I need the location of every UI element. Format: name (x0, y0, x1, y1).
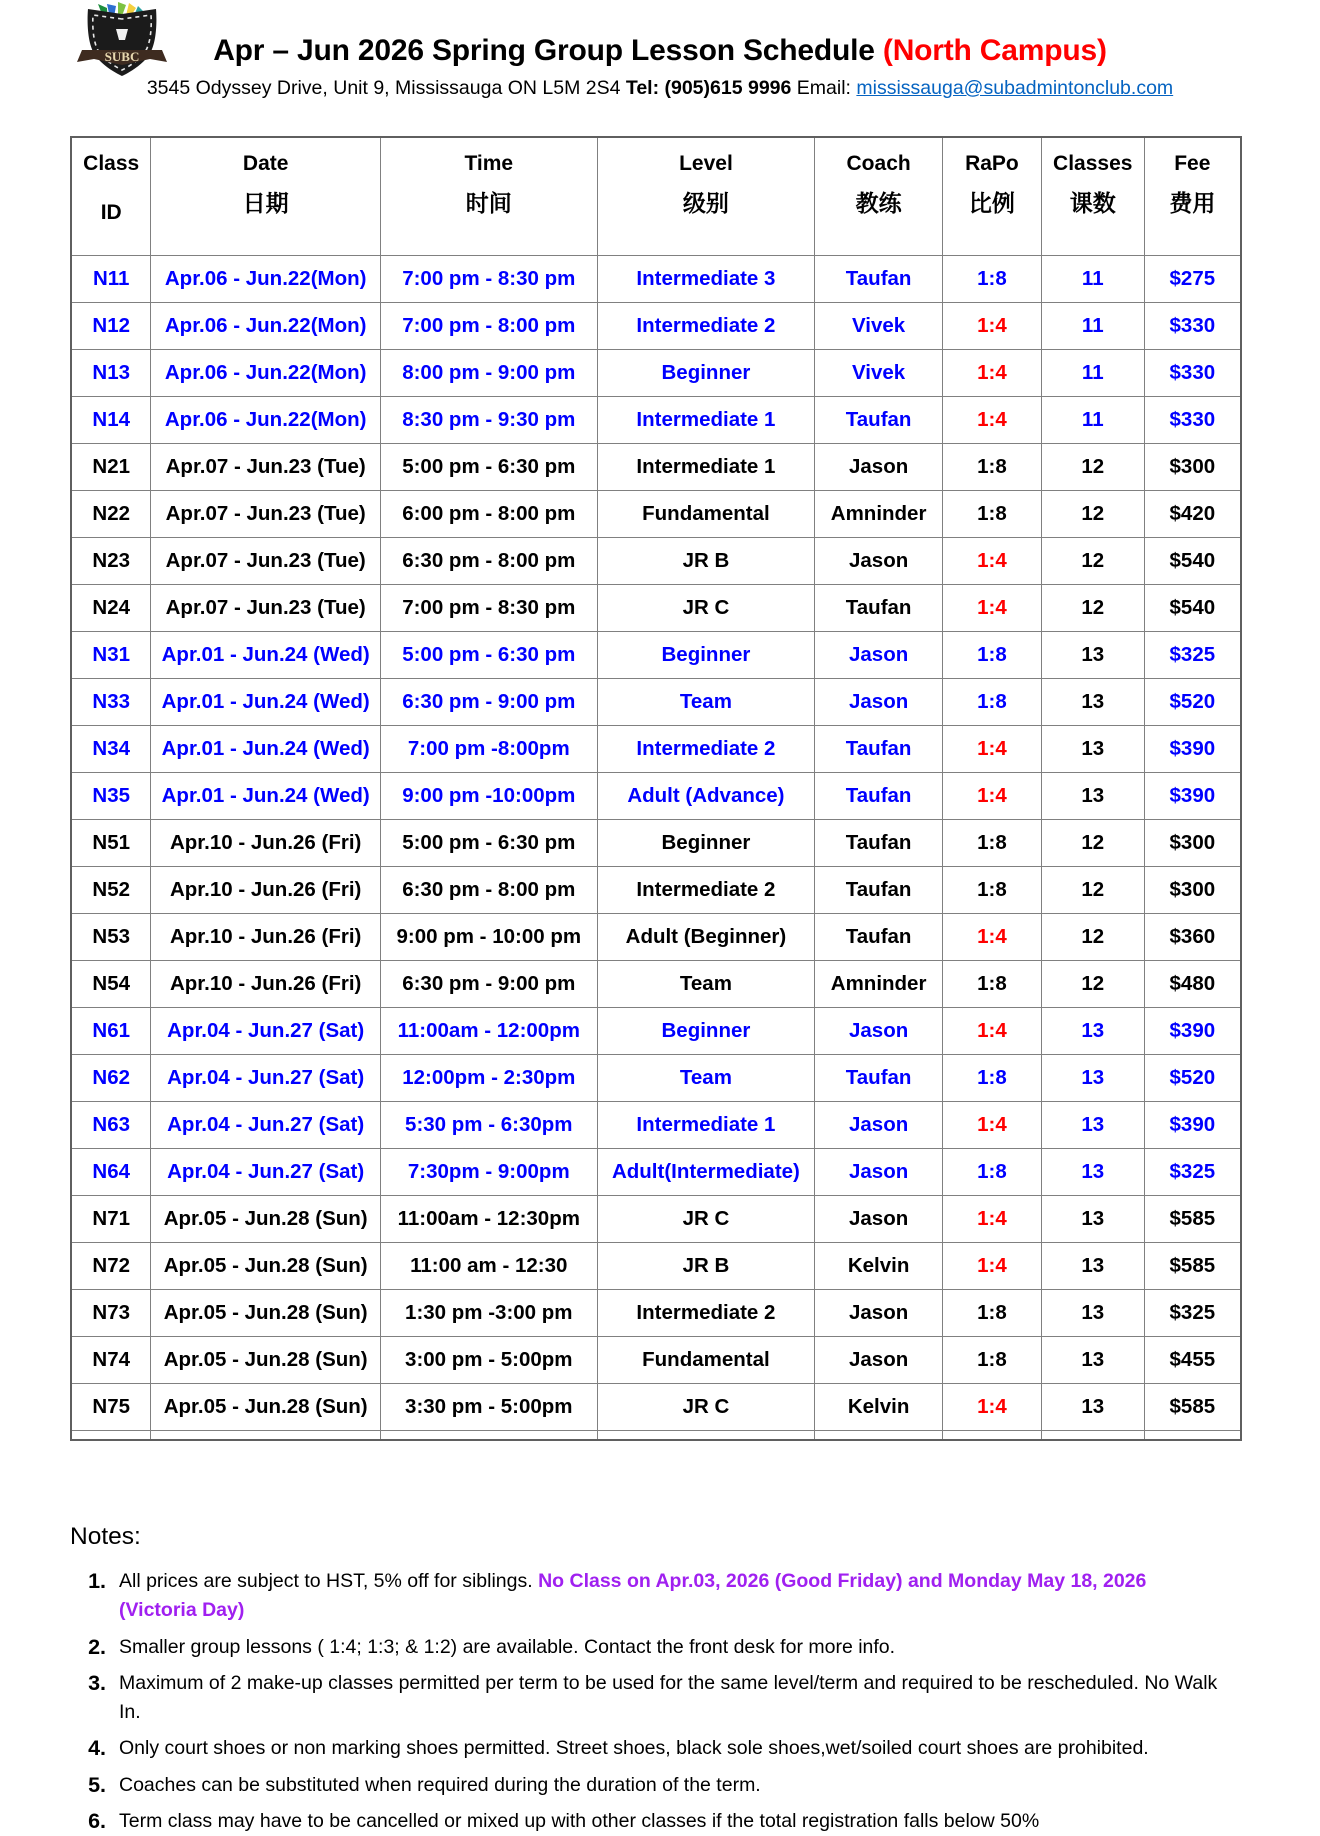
cell-level: Team (597, 961, 815, 1008)
note-item (70, 1633, 1260, 1662)
note-text: Coaches can be substituted when required during the duration of the term. (119, 1773, 761, 1796)
cell-rapo: 1:8 (942, 820, 1041, 867)
cell-time: 6:30 pm - 9:00 pm (380, 961, 597, 1008)
cell-time: 5:00 pm - 6:30 pm (380, 820, 597, 867)
schedule-table (70, 136, 1242, 1441)
cell-time: 5:00 pm - 6:30 pm (380, 444, 597, 491)
cell-fee: $455 (1144, 1337, 1241, 1384)
cell-time: 5:30 pm - 6:30pm (380, 1102, 597, 1149)
cell-fee: $325 (1144, 1149, 1241, 1196)
cell-class-id: N63 (71, 1102, 151, 1149)
cell-classes: 11 (1041, 256, 1144, 303)
empty-cell (71, 1431, 151, 1441)
cell-coach: Taufan (815, 867, 943, 914)
cell-classes: 12 (1041, 961, 1144, 1008)
cell-class-id: N11 (71, 256, 151, 303)
cell-coach: Taufan (815, 914, 943, 961)
cell-date: Apr.07 - Jun.23 (Tue) (151, 585, 381, 632)
cell-fee: $275 (1144, 256, 1241, 303)
table-row (71, 726, 1241, 773)
cell-time: 6:00 pm - 8:00 pm (380, 491, 597, 538)
cell-fee: $390 (1144, 1102, 1241, 1149)
cell-rapo: 1:4 (942, 773, 1041, 820)
cell-date: Apr.07 - Jun.23 (Tue) (151, 491, 381, 538)
empty-cell (1041, 1431, 1144, 1441)
cell-coach: Jason (815, 444, 943, 491)
cell-class-id: N13 (71, 350, 151, 397)
note-item (70, 1734, 1260, 1763)
email-label: Email: (796, 77, 851, 99)
cell-coach: Jason (815, 1008, 943, 1055)
cell-time: 9:00 pm - 10:00 pm (380, 914, 597, 961)
cell-classes: 11 (1041, 350, 1144, 397)
cell-level: Beginner (597, 350, 815, 397)
table-row (71, 1196, 1241, 1243)
svg-text:SUBC: SUBC (104, 49, 140, 64)
cell-coach: Jason (815, 1149, 943, 1196)
cell-date: Apr.05 - Jun.28 (Sun) (151, 1196, 381, 1243)
cell-classes: 12 (1041, 820, 1144, 867)
cell-level: Adult (Advance) (597, 773, 815, 820)
cell-coach: Taufan (815, 397, 943, 444)
cell-coach: Jason (815, 1196, 943, 1243)
cell-fee: $325 (1144, 1290, 1241, 1337)
cell-class-id: N52 (71, 867, 151, 914)
cell-date: Apr.05 - Jun.28 (Sun) (151, 1384, 381, 1431)
cell-classes: 13 (1041, 679, 1144, 726)
cell-level: Intermediate 2 (597, 726, 815, 773)
cell-rapo: 1:8 (942, 867, 1041, 914)
cell-classes: 12 (1041, 491, 1144, 538)
cell-rapo: 1:4 (942, 1102, 1041, 1149)
cell-level: Fundamental (597, 491, 815, 538)
empty-cell (597, 1431, 815, 1441)
cell-time: 8:00 pm - 9:00 pm (380, 350, 597, 397)
note-number: 3. (88, 1670, 106, 1695)
cell-coach: Taufan (815, 773, 943, 820)
cell-level: Intermediate 3 (597, 256, 815, 303)
note-item (70, 1567, 1260, 1626)
cell-rapo: 1:8 (942, 1055, 1041, 1102)
club-logo (74, 2, 170, 82)
cell-level: JR B (597, 1243, 815, 1290)
cell-time: 7:00 pm -8:00pm (380, 726, 597, 773)
cell-class-id: N64 (71, 1149, 151, 1196)
cell-rapo: 1:8 (942, 1337, 1041, 1384)
cell-classes: 13 (1041, 1243, 1144, 1290)
cell-classes: 13 (1041, 1149, 1144, 1196)
note-text: Smaller group lessons ( 1:4; 1:3; & 1:2) are available. Contact the front desk for more info. (119, 1635, 896, 1658)
cell-time: 3:30 pm - 5:00pm (380, 1384, 597, 1431)
note-number: 2. (88, 1634, 106, 1659)
cell-classes: 13 (1041, 1196, 1144, 1243)
cell-rapo: 1:4 (942, 538, 1041, 585)
table-row (71, 1243, 1241, 1290)
cell-date: Apr.06 - Jun.22(Mon) (151, 350, 381, 397)
note-text: Only court shoes or non marking shoes permitted. Street shoes, black sole shoes,wet/soiled court shoes are prohibited. (119, 1737, 1149, 1760)
cell-coach: Taufan (815, 585, 943, 632)
cell-class-id: N72 (71, 1243, 151, 1290)
table-row (71, 679, 1241, 726)
cell-fee: $330 (1144, 303, 1241, 350)
cell-time: 9:00 pm -10:00pm (380, 773, 597, 820)
col-header-class-id: Class ID (71, 137, 151, 256)
cell-classes: 13 (1041, 632, 1144, 679)
cell-date: Apr.10 - Jun.26 (Fri) (151, 961, 381, 1008)
table-row (71, 1384, 1241, 1431)
cell-time: 8:30 pm - 9:30 pm (380, 397, 597, 444)
notes-heading: Notes: (70, 1523, 141, 1550)
cell-date: Apr.05 - Jun.28 (Sun) (151, 1337, 381, 1384)
cell-class-id: N23 (71, 538, 151, 585)
cell-classes: 12 (1041, 538, 1144, 585)
cell-date: Apr.05 - Jun.28 (Sun) (151, 1290, 381, 1337)
cell-level: Intermediate 1 (597, 397, 815, 444)
cell-level: Beginner (597, 632, 815, 679)
empty-cell (380, 1431, 597, 1441)
address-line (0, 77, 1320, 100)
cell-time: 6:30 pm - 8:00 pm (380, 867, 597, 914)
cell-class-id: N74 (71, 1337, 151, 1384)
cell-date: Apr.01 - Jun.24 (Wed) (151, 773, 381, 820)
cell-level: JR C (597, 1196, 815, 1243)
empty-cell (151, 1431, 381, 1441)
notes-section (70, 1523, 1260, 1836)
cell-time: 5:00 pm - 6:30 pm (380, 632, 597, 679)
table-row (71, 1008, 1241, 1055)
cell-coach: Amninder (815, 961, 943, 1008)
cell-rapo: 1:4 (942, 350, 1041, 397)
cell-classes: 11 (1041, 397, 1144, 444)
cell-classes: 13 (1041, 773, 1144, 820)
cell-fee: $390 (1144, 1008, 1241, 1055)
note-text: Term class may have to be cancelled or mixed up with other classes if the total registration falls below 50% (119, 1809, 1040, 1832)
cell-classes: 13 (1041, 1384, 1144, 1431)
cell-level: Intermediate 1 (597, 1102, 815, 1149)
street-address: 3545 Odyssey Drive, Unit 9, Mississauga ON L5M 2S4 (146, 77, 621, 99)
cell-fee: $325 (1144, 632, 1241, 679)
cell-level: Team (597, 679, 815, 726)
cell-fee: $390 (1144, 726, 1241, 773)
cell-fee: $540 (1144, 585, 1241, 632)
cell-classes: 12 (1041, 444, 1144, 491)
cell-date: Apr.04 - Jun.27 (Sat) (151, 1102, 381, 1149)
cell-coach: Taufan (815, 820, 943, 867)
page-title (0, 0, 1320, 68)
cell-rapo: 1:8 (942, 1149, 1041, 1196)
cell-rapo: 1:4 (942, 397, 1041, 444)
empty-cell (1144, 1431, 1241, 1441)
empty-cell (815, 1431, 943, 1441)
col-header-time: Time 时间 (380, 137, 597, 256)
cell-date: Apr.06 - Jun.22(Mon) (151, 397, 381, 444)
cell-level: Intermediate 2 (597, 303, 815, 350)
table-row (71, 820, 1241, 867)
cell-time: 11:00am - 12:30pm (380, 1196, 597, 1243)
cell-level: Fundamental (597, 1337, 815, 1384)
cell-class-id: N34 (71, 726, 151, 773)
cell-classes: 13 (1041, 1290, 1144, 1337)
cell-classes: 13 (1041, 1055, 1144, 1102)
table-row (71, 1102, 1241, 1149)
cell-date: Apr.04 - Jun.27 (Sat) (151, 1055, 381, 1102)
cell-rapo: 1:4 (942, 1008, 1041, 1055)
schedule-table-body (71, 256, 1241, 1441)
table-row (71, 538, 1241, 585)
cell-date: Apr.06 - Jun.22(Mon) (151, 303, 381, 350)
cell-time: 6:30 pm - 9:00 pm (380, 679, 597, 726)
cell-time: 1:30 pm -3:00 pm (380, 1290, 597, 1337)
cell-rapo: 1:4 (942, 585, 1041, 632)
table-row (71, 773, 1241, 820)
cell-classes: 11 (1041, 303, 1144, 350)
note-number: 6. (88, 1808, 106, 1833)
cell-level: Beginner (597, 1008, 815, 1055)
cell-class-id: N24 (71, 585, 151, 632)
table-row (71, 397, 1241, 444)
table-header-row (71, 137, 1241, 256)
cell-date: Apr.10 - Jun.26 (Fri) (151, 867, 381, 914)
note-item (70, 1771, 1260, 1800)
cell-rapo: 1:4 (942, 1384, 1041, 1431)
cell-coach: Jason (815, 538, 943, 585)
cell-fee: $480 (1144, 961, 1241, 1008)
cell-class-id: N75 (71, 1384, 151, 1431)
table-row (71, 491, 1241, 538)
cell-rapo: 1:4 (942, 1196, 1041, 1243)
cell-rapo: 1:8 (942, 444, 1041, 491)
phone-number: Tel: (905)615 9996 (625, 77, 792, 99)
note-number: 1. (88, 1569, 106, 1593)
cell-rapo: 1:8 (942, 632, 1041, 679)
cell-coach: Vivek (815, 350, 943, 397)
col-header-fee: Fee 费用 (1144, 137, 1241, 256)
cell-time: 11:00am - 12:00pm (380, 1008, 597, 1055)
cell-class-id: N71 (71, 1196, 151, 1243)
cell-rapo: 1:8 (942, 256, 1041, 303)
table-row (71, 914, 1241, 961)
empty-cell (942, 1431, 1041, 1441)
col-header-coach: Coach 教练 (815, 137, 943, 256)
cell-level: JR C (597, 585, 815, 632)
cell-fee: $300 (1144, 820, 1241, 867)
table-row (71, 1055, 1241, 1102)
table-row (71, 303, 1241, 350)
col-header-classes: Classes 课数 (1041, 137, 1144, 256)
cell-level: Intermediate 2 (597, 1290, 815, 1337)
cell-date: Apr.05 - Jun.28 (Sun) (151, 1243, 381, 1290)
cell-date: Apr.01 - Jun.24 (Wed) (151, 726, 381, 773)
cell-date: Apr.10 - Jun.26 (Fri) (151, 914, 381, 961)
cell-class-id: N62 (71, 1055, 151, 1102)
cell-fee: $330 (1144, 350, 1241, 397)
cell-fee: $585 (1144, 1243, 1241, 1290)
cell-level: Intermediate 1 (597, 444, 815, 491)
cell-rapo: 1:8 (942, 679, 1041, 726)
table-row (71, 444, 1241, 491)
cell-time: 3:00 pm - 5:00pm (380, 1337, 597, 1384)
cell-coach: Taufan (815, 256, 943, 303)
cell-class-id: N53 (71, 914, 151, 961)
cell-rapo: 1:4 (942, 303, 1041, 350)
cell-fee: $585 (1144, 1196, 1241, 1243)
note-item (70, 1807, 1260, 1836)
cell-date: Apr.07 - Jun.23 (Tue) (151, 444, 381, 491)
club-logo-icon (74, 2, 170, 82)
table-row (71, 585, 1241, 632)
cell-fee: $300 (1144, 867, 1241, 914)
cell-class-id: N21 (71, 444, 151, 491)
cell-fee: $585 (1144, 1384, 1241, 1431)
cell-coach: Taufan (815, 1055, 943, 1102)
cell-level: JR B (597, 538, 815, 585)
cell-class-id: N22 (71, 491, 151, 538)
cell-time: 7:00 pm - 8:30 pm (380, 256, 597, 303)
cell-coach: Kelvin (815, 1243, 943, 1290)
note-number: 5. (88, 1772, 106, 1797)
cell-coach: Jason (815, 679, 943, 726)
cell-rapo: 1:4 (942, 726, 1041, 773)
page-title-main: Apr – Jun 2026 Spring Group Lesson Schedule (213, 34, 883, 67)
cell-fee: $420 (1144, 491, 1241, 538)
cell-level: Beginner (597, 820, 815, 867)
cell-class-id: N51 (71, 820, 151, 867)
table-row (71, 350, 1241, 397)
cell-fee: $390 (1144, 773, 1241, 820)
cell-fee: $540 (1144, 538, 1241, 585)
cell-classes: 13 (1041, 1102, 1144, 1149)
cell-classes: 13 (1041, 1337, 1144, 1384)
cell-date: Apr.07 - Jun.23 (Tue) (151, 538, 381, 585)
cell-coach: Vivek (815, 303, 943, 350)
cell-class-id: N61 (71, 1008, 151, 1055)
cell-level: JR C (597, 1384, 815, 1431)
table-row (71, 1290, 1241, 1337)
cell-level: Adult(Intermediate) (597, 1149, 815, 1196)
cell-level: Team (597, 1055, 815, 1102)
cell-fee: $520 (1144, 679, 1241, 726)
col-header-level: Level 级别 (597, 137, 815, 256)
cell-date: Apr.10 - Jun.26 (Fri) (151, 820, 381, 867)
cell-class-id: N14 (71, 397, 151, 444)
cell-level: Adult (Beginner) (597, 914, 815, 961)
cell-date: Apr.04 - Jun.27 (Sat) (151, 1008, 381, 1055)
cell-classes: 13 (1041, 726, 1144, 773)
cell-classes: 12 (1041, 867, 1144, 914)
table-row (71, 867, 1241, 914)
cell-class-id: N54 (71, 961, 151, 1008)
note-text: Maximum of 2 make-up classes permitted per term to be used for the same level/term and required to be rescheduled. No Walk In. (119, 1671, 1218, 1723)
cell-class-id: N33 (71, 679, 151, 726)
table-row (71, 1149, 1241, 1196)
cell-time: 6:30 pm - 8:00 pm (380, 538, 597, 585)
table-row (71, 256, 1241, 303)
note-number: 4. (88, 1736, 106, 1761)
cell-classes: 12 (1041, 914, 1144, 961)
cell-time: 12:00pm - 2:30pm (380, 1055, 597, 1102)
cell-time: 11:00 am - 12:30 (380, 1243, 597, 1290)
cell-fee: $300 (1144, 444, 1241, 491)
cell-fee: $330 (1144, 397, 1241, 444)
cell-rapo: 1:4 (942, 1243, 1041, 1290)
cell-rapo: 1:8 (942, 961, 1041, 1008)
col-header-date: Date 日期 (151, 137, 381, 256)
cell-fee: $520 (1144, 1055, 1241, 1102)
note-highlight: No Class on Apr.03, 2026 (Good Friday) and Monday May 18, 2026 (Victoria Day) (119, 1570, 1147, 1622)
cell-coach: Taufan (815, 726, 943, 773)
cell-level: Intermediate 2 (597, 867, 815, 914)
cell-rapo: 1:8 (942, 1290, 1041, 1337)
cell-classes: 13 (1041, 1008, 1144, 1055)
note-text: All prices are subject to HST, 5% off for siblings. No Class on Apr.03, 2026 (Good Friday) and Monday May 18, 2026 (Victoria Day) (119, 1570, 1147, 1622)
cell-date: Apr.01 - Jun.24 (Wed) (151, 679, 381, 726)
cell-coach: Jason (815, 632, 943, 679)
page-title-campus: (North Campus) (882, 34, 1107, 67)
cell-class-id: N35 (71, 773, 151, 820)
table-row (71, 1337, 1241, 1384)
table-row (71, 632, 1241, 679)
cell-coach: Jason (815, 1102, 943, 1149)
note-item (70, 1669, 1260, 1728)
table-row (71, 961, 1241, 1008)
cell-class-id: N73 (71, 1290, 151, 1337)
cell-time: 7:30pm - 9:00pm (380, 1149, 597, 1196)
cell-classes: 12 (1041, 585, 1144, 632)
notes-list (70, 1567, 1260, 1836)
cell-date: Apr.04 - Jun.27 (Sat) (151, 1149, 381, 1196)
cell-rapo: 1:4 (942, 914, 1041, 961)
cell-date: Apr.06 - Jun.22(Mon) (151, 256, 381, 303)
cell-date: Apr.01 - Jun.24 (Wed) (151, 632, 381, 679)
cell-fee: $360 (1144, 914, 1241, 961)
cell-class-id: N12 (71, 303, 151, 350)
cell-time: 7:00 pm - 8:30 pm (380, 585, 597, 632)
cell-coach: Jason (815, 1290, 943, 1337)
cell-coach: Jason (815, 1337, 943, 1384)
cell-coach: Kelvin (815, 1384, 943, 1431)
cell-time: 7:00 pm - 8:00 pm (380, 303, 597, 350)
empty-row (71, 1431, 1241, 1441)
cell-class-id: N31 (71, 632, 151, 679)
cell-rapo: 1:8 (942, 491, 1041, 538)
cell-coach: Amninder (815, 491, 943, 538)
col-header-rapo: RaPo 比例 (942, 137, 1041, 256)
email-link[interactable]: mississauga@subadmintonclub.com (856, 77, 1174, 99)
